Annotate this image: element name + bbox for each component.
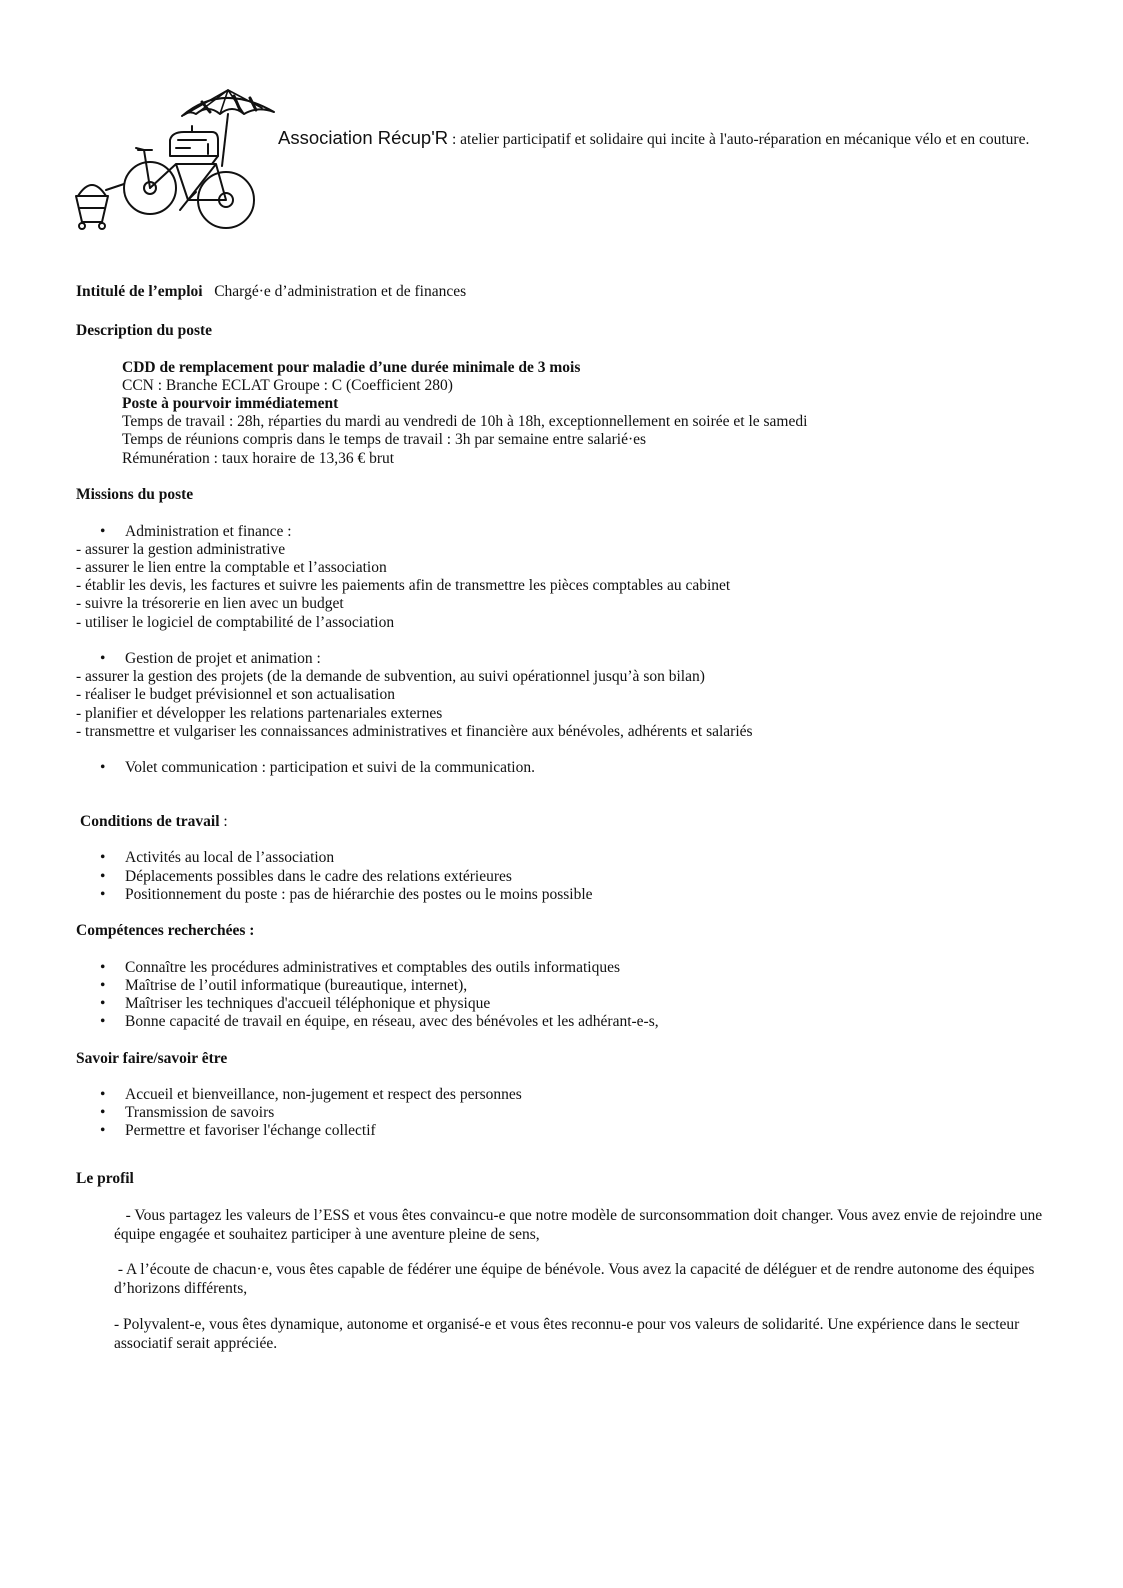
bullet-icon: • [100, 759, 106, 776]
conditions-item: Déplacements possibles dans le cadre des relations extérieures [125, 868, 512, 885]
description-line: Temps de réunions compris dans le temps de travail : 3h par semaine entre salarié·es [122, 431, 647, 448]
mission-item: - utiliser le logiciel de comptabilité de l’association [76, 614, 395, 631]
description-line: CCN : Branche ECLAT Groupe : C (Coefficient 280) [122, 377, 453, 394]
savoir-item: Accueil et bienveillance, non-jugement et respect des personnes [125, 1086, 522, 1103]
section-heading-description: Description du poste [76, 322, 213, 339]
mission-item: - assurer le lien entre la comptable et l’association [76, 559, 387, 576]
competence-item: Connaître les procédures administratives et comptables des outils informatiques [125, 959, 621, 976]
profil-paragraph: - Vous partagez les valeurs de l’ESS et vous êtes convaincu-e que notre modèle de surconsommation doit changer. Vous avez envie de rejoindre une équipe engagée et souhaitez participer à une aventure pleine de sens, [114, 1207, 1047, 1243]
section-heading-profil: Le profil [76, 1170, 134, 1187]
mission-item: - planifier et développer les relations partenariales externes [76, 705, 443, 722]
description-line: CDD de remplacement pour maladie d’une durée minimale de 3 mois [122, 359, 581, 376]
section-heading-missions: Missions du poste [76, 486, 194, 503]
conditions-heading-suffix: : [219, 813, 228, 830]
description-line: Rémunération : taux horaire de 13,36 € brut [122, 450, 395, 467]
association-tagline: : atelier participatif et solidaire qui incite à l'auto-réparation en mécanique vélo et en couture. [448, 131, 1030, 148]
mission-group-title: Volet communication : participation et suivi de la communication. [125, 759, 535, 776]
bullet-icon: • [100, 977, 106, 994]
mission-item: - suivre la trésorerie en lien avec un budget [76, 595, 344, 612]
mission-item: - transmettre et vulgariser les connaissances administratives et financière aux bénévoles, adhérents et salariés [76, 723, 753, 740]
bullet-icon: • [100, 849, 106, 866]
association-logo [72, 84, 277, 232]
description-line: Temps de travail : 28h, réparties du mardi au vendredi de 10h à 18h, exceptionnellement en soirée et le samedi [122, 413, 808, 430]
mission-item: - assurer la gestion administrative [76, 541, 286, 558]
section-heading-conditions [80, 813, 228, 832]
bullet-icon: • [100, 650, 106, 667]
competence-item: Maîtrise de l’outil informatique (bureautique, internet), [125, 977, 468, 994]
savoir-item: Transmission de savoirs [125, 1104, 275, 1121]
bullet-icon: • [100, 995, 106, 1012]
description-line: Poste à pourvoir immédiatement [122, 395, 339, 412]
bullet-icon: • [100, 1086, 106, 1103]
mission-item: - assurer la gestion des projets (de la demande de subvention, au suivi opérationnel jusqu’à son bilan) [76, 668, 705, 685]
job-title-label: Intitulé de l’emploi [76, 283, 203, 300]
savoir-item: Permettre et favoriser l'échange collectif [125, 1122, 376, 1139]
conditions-item: Positionnement du poste : pas de hiérarchie des postes ou le moins possible [125, 886, 593, 903]
conditions-heading-text: Conditions de travail [80, 813, 220, 830]
competence-item: Bonne capacité de travail en équipe, en réseau, avec des bénévoles et les adhérant-e-s, [125, 1013, 659, 1030]
mission-item: - établir les devis, les factures et suivre les paiements afin de transmettre les pièces comptables au cabinet [76, 577, 731, 594]
mission-item: - réaliser le budget prévisionnel et son actualisation [76, 686, 395, 703]
association-header [278, 129, 1029, 150]
mission-group-title: Administration et finance : [125, 523, 292, 540]
conditions-item: Activités au local de l’association [125, 849, 335, 866]
bullet-icon: • [100, 959, 106, 976]
association-name: Association Récup'R [278, 127, 449, 148]
bullet-icon: • [100, 1013, 106, 1030]
bullet-icon: • [100, 886, 106, 903]
bullet-icon: • [100, 868, 106, 885]
job-title-value: Chargé·e d’administration et de finances [214, 283, 467, 300]
job-title-row [76, 283, 466, 302]
bullet-icon: • [100, 1122, 106, 1139]
section-heading-savoir: Savoir faire/savoir être [76, 1050, 228, 1067]
profil-paragraph: - Polyvalent-e, vous êtes dynamique, autonome et organisé-e et vous êtes reconnu-e pour vos valeurs de solidarité. Une expérience dans le secteur associatif serait appréciée. [114, 1316, 1024, 1352]
bullet-icon: • [100, 1104, 106, 1121]
competence-item: Maîtriser les techniques d'accueil téléphonique et physique [125, 995, 491, 1012]
bullet-icon: • [100, 523, 106, 540]
section-heading-competences: Compétences recherchées : [76, 922, 255, 939]
profil-paragraph: - A l’écoute de chacun·e, vous êtes capable de fédérer une équipe de bénévole. Vous avez la capacité de déléguer et de rendre autonome des équipes d’horizons différents, [114, 1261, 1039, 1297]
mission-group-title: Gestion de projet et animation : [125, 650, 321, 667]
